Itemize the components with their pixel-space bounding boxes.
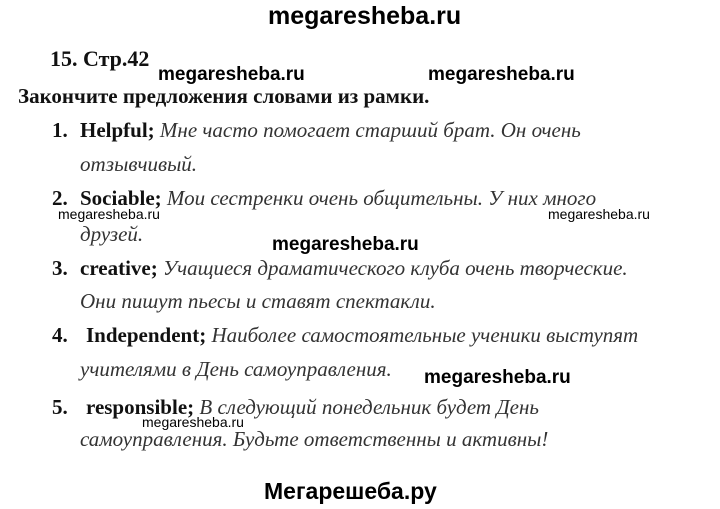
item-word: Sociable; [80,186,162,210]
item-number: 2. [52,186,68,210]
watermark-header-left: megaresheba.ru [158,64,305,85]
watermark-item2-right: megaresheba.ru [548,206,650,222]
item-number: 1. [52,118,68,142]
exercise-instruction: Закончите предложения словами из рамки. [18,84,430,108]
watermark-bottom: Мегарешеба.ру [264,478,437,504]
item-word: responsible; [86,395,195,419]
item-line-2: отзывчивый. [80,152,198,176]
item-word: Independent; [86,323,207,347]
item-line-1 [80,256,628,281]
exercise-number: 15. Стр.42 [50,46,150,71]
item-line-2: Они пишут пьесы и ставят спектакли. [80,289,436,313]
item-sentence: Мои сестренки очень общительны. У них много [166,186,597,210]
watermark-top: megaresheba.ru [268,2,462,30]
watermark-item2-left: megaresheba.ru [58,206,160,222]
item-line-2: самоуправления. Будьте ответственны и активны! [80,427,549,451]
item-line-1 [80,118,581,143]
item-word: Helpful; [80,118,155,142]
watermark-item4-right: megaresheba.ru [424,367,571,388]
item-line-2: друзей. [80,222,144,246]
item-line-1 [86,323,638,348]
item-sentence: В следующий понедельник будет День [199,395,539,419]
item-word: creative; [80,256,158,280]
watermark-middle: megaresheba.ru [272,234,419,255]
watermark-item5-small: megaresheba.ru [142,414,244,430]
item-sentence: Учащиеся драматического клуба очень творческие. [162,256,628,280]
item-line-2: учителями в День самоуправления. [80,357,392,381]
item-sentence: Наиболее самостоятельные ученики выступят [211,323,639,347]
item-number: 4. [52,323,68,347]
item-sentence: Мне часто помогает старший брат. Он очень [159,118,581,142]
watermark-header-right: megaresheba.ru [428,64,575,85]
item-number: 5. [52,395,68,419]
item-number: 3. [52,256,68,280]
